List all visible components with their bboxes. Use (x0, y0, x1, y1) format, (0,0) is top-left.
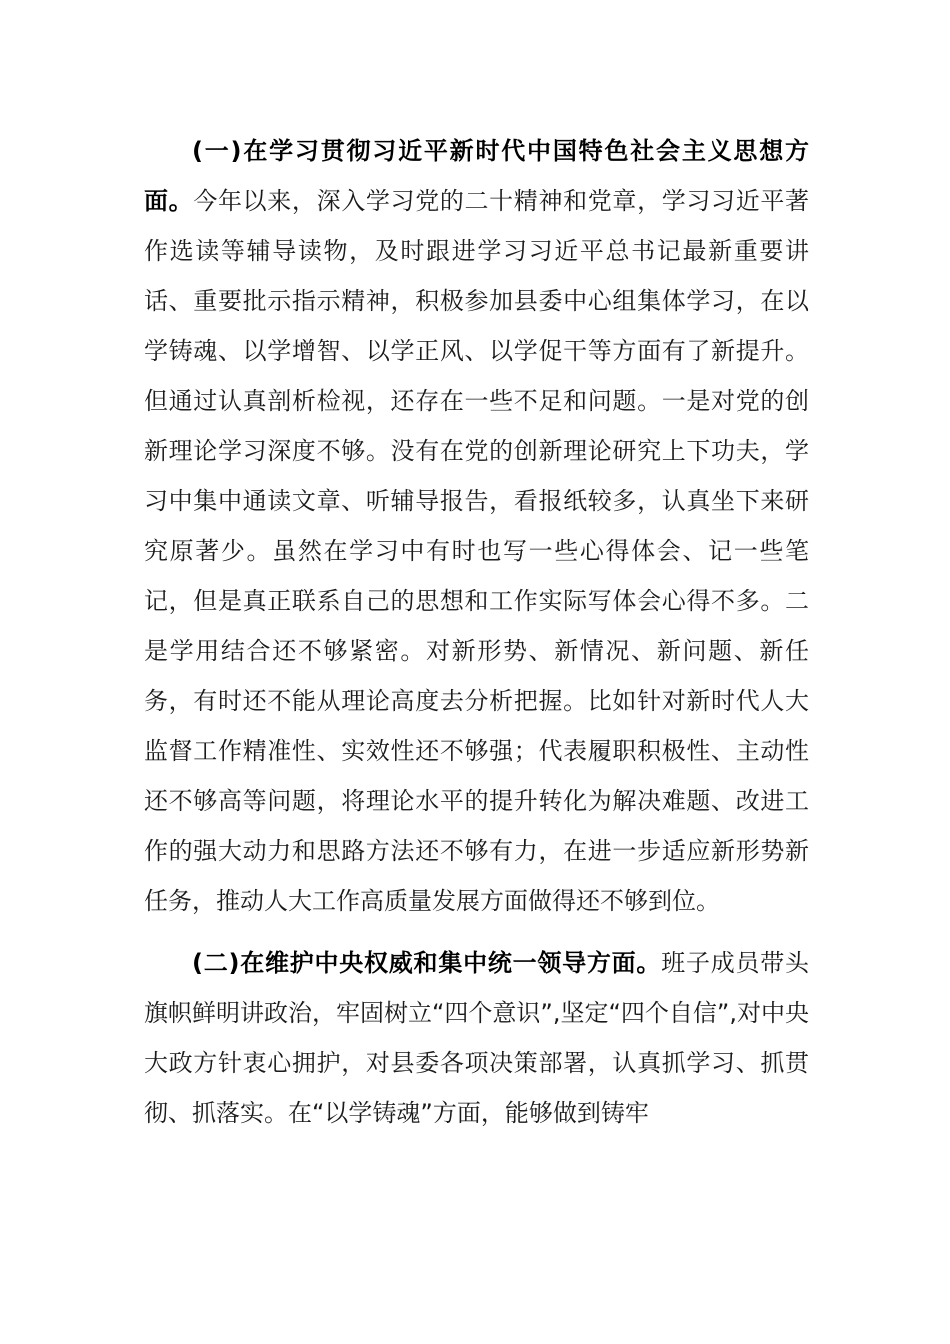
paragraph-study-thought (144, 126, 809, 926)
section-body-1: 今年以来，深入学习党的二十精神和党章，学习习近平著作选读等辅导读物，及时跟进学习习近平总书记最新重要讲话、重要批示指示精神，积极参加县委中心组集体学习，在以学铸魂、以学增智、以学正风、以学促干等方面有了新提升。但通过认真剖析检视，还存在一些不足和问题。一是对党的创新理论学习深度不够。没有在党的创新理论研究上下功夫，学习中集中通读文章、听辅导报告，看报纸较多，认真坐下来研究原著少。虽然在学习中有时也写一些心得体会、记一些笔记，但是真正联系自己的思想和工作实际写体会心得不多。二是学用结合还不够紧密。对新形势、新情况、新问题、新任务，有时还不能从理论高度去分析把握。比如针对新时代人大监督工作精准性、实效性还不够强；代表履职积极性、主动性还不够高等问题，将理论水平的提升转化为解决难题、改进工作的强大动力和思路方法还不够有力，在进一步适应新形势新任务，推动人大工作高质量发展方面做得还不够到位。 (144, 187, 810, 915)
section-body-2: 班子成员带头旗帜鲜明讲政治，牢固树立“四个意识”,坚定“四个自信”,对中央大政方针衷心拥护，对县委各项决策部署，认真抓学习、抓贯彻、抓落实。在“以学铸魂”方面，能够做到铸牢 (144, 949, 809, 1127)
section-heading-1: (一)在学习贯彻习近平新时代中国特色社会主义思想方面。 (144, 137, 809, 215)
section-heading-2: (二)在维护中央权威和集中统一领导方面。 (192, 949, 662, 977)
paragraph-central-authority (144, 938, 809, 1138)
document-body (144, 126, 809, 1138)
